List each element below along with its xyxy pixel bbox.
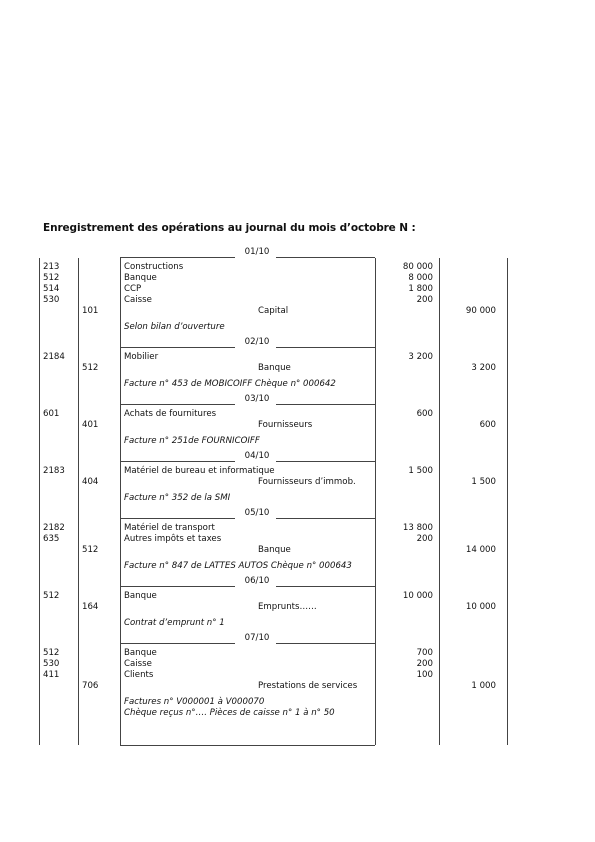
credit-account: 706 xyxy=(82,681,99,691)
debit-amount: 80 000 xyxy=(402,262,433,272)
credit-account: 512 xyxy=(82,545,99,555)
debit-label: Constructions xyxy=(124,262,184,272)
debit-account: 635 xyxy=(43,534,60,544)
credit-label: Banque xyxy=(258,545,291,555)
credit-amount: 10 000 xyxy=(465,602,496,612)
date-separator-line xyxy=(120,586,235,587)
entry-note: Factures n° V000001 à V000070 xyxy=(124,697,265,707)
debit-label: Autres impôts et taxes xyxy=(124,534,222,544)
debit-account: 2182 xyxy=(43,523,65,533)
entry-date: 06/10 xyxy=(244,576,270,586)
entry-date: 03/10 xyxy=(244,394,270,404)
debit-label: Caisse xyxy=(124,659,152,669)
date-separator-line xyxy=(276,257,375,258)
debit-label: Caisse xyxy=(124,295,152,305)
debit-label: Banque xyxy=(124,273,157,283)
debit-label: CCP xyxy=(124,284,142,294)
entry-note: Facture n° 453 de MOBICOIFF Chèque n° 000642 xyxy=(124,379,336,389)
debit-amount: 1 500 xyxy=(408,466,433,476)
debit-account: 411 xyxy=(43,670,60,680)
journal-title: Enregistrement des opérations au journal du mois d’octobre N : xyxy=(43,222,416,234)
debit-account: 2183 xyxy=(43,466,65,476)
column-line xyxy=(439,258,440,745)
credit-label: Capital xyxy=(258,306,289,316)
date-separator-line xyxy=(276,643,375,644)
credit-label: Prestations de services xyxy=(258,681,358,691)
debit-label: Achats de fournitures xyxy=(124,409,217,419)
column-line xyxy=(120,258,121,745)
table-bottom-line xyxy=(120,745,375,746)
entry-date: 07/10 xyxy=(244,633,270,643)
debit-label: Clients xyxy=(124,670,154,680)
column-line xyxy=(78,258,79,745)
date-separator-line xyxy=(120,518,235,519)
entry-date: 04/10 xyxy=(244,451,270,461)
date-separator-line xyxy=(120,404,235,405)
debit-account: 512 xyxy=(43,273,60,283)
debit-amount: 200 xyxy=(416,534,433,544)
entry-date: 01/10 xyxy=(244,247,270,257)
debit-account: 514 xyxy=(43,284,60,294)
debit-label: Banque xyxy=(124,648,157,658)
entry-note: Chèque reçus n°…. Pièces de caisse n° 1 à n° 50 xyxy=(124,708,335,718)
debit-account: 530 xyxy=(43,295,60,305)
entry-note: Selon bilan d’ouverture xyxy=(124,322,225,332)
debit-account: 530 xyxy=(43,659,60,669)
debit-account: 601 xyxy=(43,409,60,419)
debit-amount: 200 xyxy=(416,295,433,305)
debit-account: 2184 xyxy=(43,352,65,362)
column-line xyxy=(375,258,376,745)
debit-amount: 600 xyxy=(416,409,433,419)
entry-note: Facture n° 847 de LATTES AUTOS Chèque n° 000643 xyxy=(124,561,352,571)
credit-account: 512 xyxy=(82,363,99,373)
debit-amount: 1 800 xyxy=(408,284,433,294)
debit-amount: 8 000 xyxy=(408,273,433,283)
credit-amount: 600 xyxy=(479,420,496,430)
debit-account: 213 xyxy=(43,262,60,272)
credit-amount: 3 200 xyxy=(471,363,496,373)
entry-date: 02/10 xyxy=(244,337,270,347)
debit-label: Matériel de bureau et informatique xyxy=(124,466,275,476)
credit-label: Fournisseurs d’immob. xyxy=(258,477,356,487)
debit-amount: 10 000 xyxy=(402,591,433,601)
column-line xyxy=(507,258,508,745)
credit-account: 164 xyxy=(82,602,99,612)
debit-account: 512 xyxy=(43,591,60,601)
debit-label: Banque xyxy=(124,591,157,601)
debit-amount: 100 xyxy=(416,670,433,680)
debit-label: Mobilier xyxy=(124,352,159,362)
entry-note: Contrat d’emprunt n° 1 xyxy=(124,618,225,628)
date-separator-line xyxy=(276,404,375,405)
credit-label: Banque xyxy=(258,363,291,373)
debit-account: 512 xyxy=(43,648,60,658)
column-line xyxy=(39,258,40,745)
credit-label: Emprunts…… xyxy=(258,602,317,612)
date-separator-line xyxy=(120,461,235,462)
date-separator-line xyxy=(276,518,375,519)
entry-note: Facture n° 352 de la SMI xyxy=(124,493,231,503)
date-separator-line xyxy=(276,586,375,587)
date-separator-line xyxy=(120,643,235,644)
date-separator-line xyxy=(276,347,375,348)
credit-account: 404 xyxy=(82,477,99,487)
debit-amount: 13 800 xyxy=(402,523,433,533)
entry-date: 05/10 xyxy=(244,508,270,518)
debit-amount: 200 xyxy=(416,659,433,669)
debit-amount: 3 200 xyxy=(408,352,433,362)
entry-note: Facture n° 251de FOURNICOIFF xyxy=(124,436,260,446)
credit-account: 401 xyxy=(82,420,99,430)
debit-label: Matériel de transport xyxy=(124,523,215,533)
credit-amount: 90 000 xyxy=(465,306,496,316)
date-separator-line xyxy=(276,461,375,462)
debit-amount: 700 xyxy=(416,648,433,658)
credit-amount: 1 500 xyxy=(471,477,496,487)
credit-account: 101 xyxy=(82,306,99,316)
credit-label: Fournisseurs xyxy=(258,420,313,430)
date-separator-line xyxy=(120,347,235,348)
credit-amount: 14 000 xyxy=(465,545,496,555)
date-separator-line xyxy=(120,257,235,258)
credit-amount: 1 000 xyxy=(471,681,496,691)
